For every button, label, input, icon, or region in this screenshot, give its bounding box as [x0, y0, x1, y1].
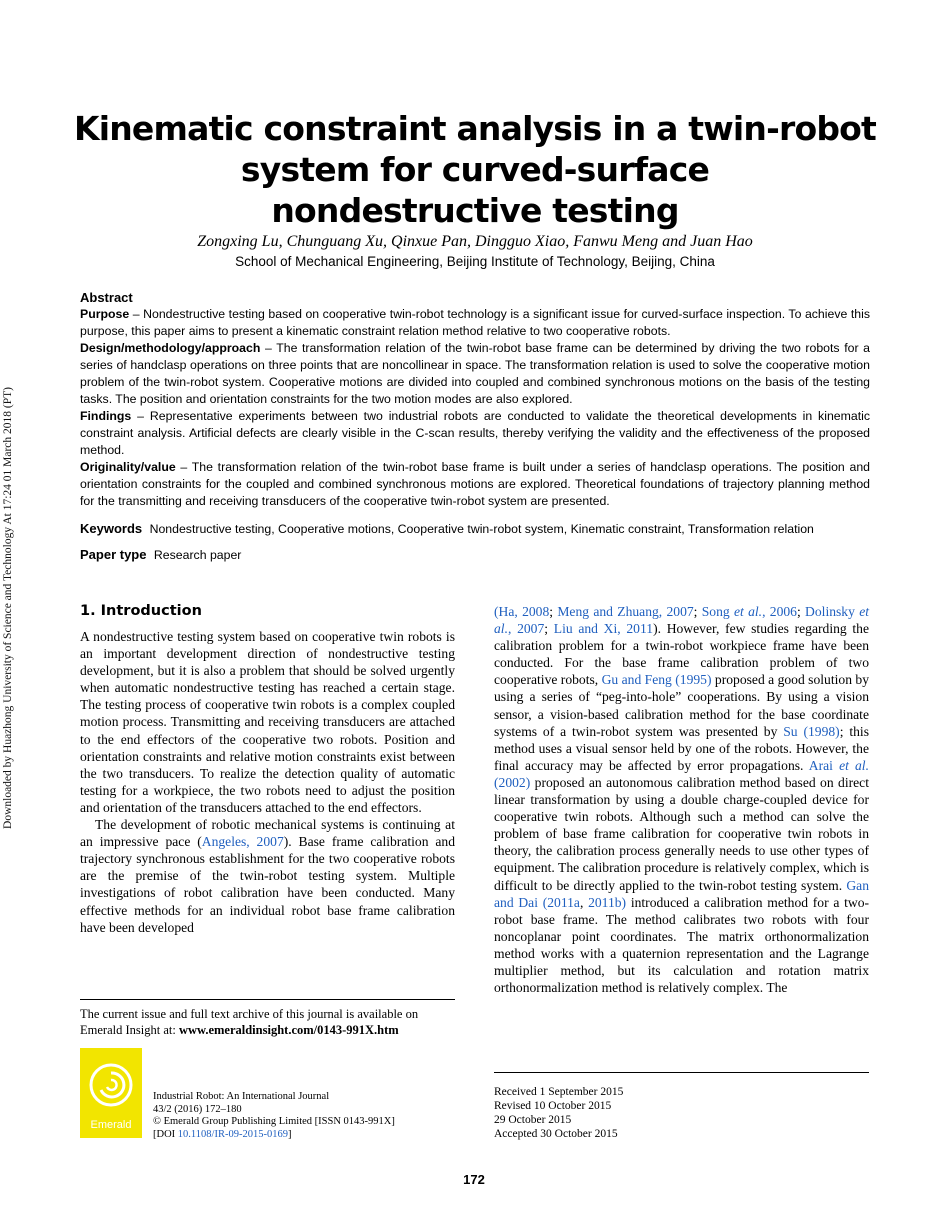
text-run: introduced a calibration method for a two-robot base frame. The method calibrates two robots with four noncoplanar point coordinates. The matrix orthonormalization method works with a quaternion representation and the Lagrange multiplier method, but its calculation and rotation matrix orthonormalization method is relatively complex. The: [494, 894, 870, 996]
received-dates: [494, 1085, 623, 1141]
abstract-originality: [80, 459, 870, 510]
keywords-text: Nondestructive testing, Cooperative motions, Cooperative twin-robot system, Kinematic constraint, Transformation relation: [149, 522, 814, 536]
section-heading-introduction: 1. Introduction: [80, 603, 202, 619]
abstract-design: [80, 340, 870, 408]
doi-link[interactable]: 10.1108/IR-09-2015-0169: [177, 1128, 288, 1140]
date-accepted: Accepted 30 October 2015: [494, 1128, 618, 1140]
journal-name: Industrial Robot: An International Journal: [153, 1091, 330, 1102]
date-revised: Revised 10 October 2015: [494, 1100, 612, 1112]
text-run: Arai: [808, 757, 840, 773]
abstract: [80, 289, 870, 510]
text-run: ;: [549, 604, 558, 619]
abstract-label: Findings: [80, 409, 132, 423]
abstract-findings: [80, 408, 870, 459]
abstract-label: Design/methodology/approach: [80, 341, 261, 355]
intro-paragraph-continued: [494, 603, 869, 996]
text-run: proposed a good solution by using a series of “peg-into-hole” cooperations. By using a vision sensor, a vision-based calibration method for the base coordinate systems of a twin-robot system was presented by: [494, 672, 869, 739]
text-run: Dolinsky: [805, 604, 860, 619]
date-revised-2: 29 October 2015: [494, 1114, 572, 1126]
journal-doi: [153, 1129, 395, 1142]
citation-link[interactable]: Angeles, 2007: [201, 834, 284, 850]
journal-publisher: © Emerald Group Publishing Limited [ISSN 0143-991X]: [153, 1116, 395, 1127]
text-run: et al.: [494, 604, 869, 637]
text-run: ; this method uses a visual sensor held by one of the robots. However, the final accuracy may be affected by error propagations.: [494, 723, 869, 773]
title-line-1: Kinematic constraint analysis in a twin-robot: [73, 109, 877, 148]
text-run: ;: [796, 604, 806, 619]
text-run: ). However, few studies regarding the calibration problem for a twin-robot workpiece frame have been conducted. For the base frame calibration problem of two cooperative robots,: [494, 621, 870, 688]
text-run: The development of robotic mechanical systems is continuing at an impressive pace (: [80, 817, 455, 850]
text-run: ). Base frame calibration and trajectory synchronous establishment for the two cooperative robots are the premise of the twin-robot testing system. Multiple investigations of robot calibration have been conducted. Many effective methods for an individual robot base frame calibration have been developed: [80, 834, 455, 935]
intro-paragraph-2: [80, 816, 455, 936]
text-run: [DOI: [153, 1128, 178, 1140]
authors: Zongxing Lu, Chunguang Xu, Qinxue Pan, Dingguo Xiao, Fanwu Meng and Juan Hao: [197, 233, 753, 250]
abstract-text: – Nondestructive testing based on cooperative twin-robot technology is a significant issue for curved-surface inspection. To achieve this purpose, this paper aims to present a kinematic constraint relation method relative to two cooperative robots.: [80, 307, 870, 338]
text-run: proposed an autonomous calibration method based on direct linear transformation by using a double charge-coupled device for cooperative twin robots. Although such a method can solve the problem of base frame calibration for cooperative twin robots in theory, the calibration process generally needs to use other types of equipment. The calibration procedure is relatively complex, which is difficult to be directly applied to the twin-robot testing system.: [494, 774, 869, 893]
abstract-purpose: [80, 306, 870, 340]
citation-link[interactable]: 2011b): [588, 894, 627, 910]
abstract-text: – Representative experiments between two industrial robots are conducted to validate the theoretical developments in kinematic constraint analysis. Artificial defects are clearly visible in the C-scan results, thereby verifying the validity and the effectiveness of the proposed method.: [80, 409, 870, 457]
text-run: , 2006: [762, 604, 797, 619]
abstract-label: Originality/value: [80, 460, 176, 474]
paper-type: [80, 547, 880, 562]
citation-link[interactable]: Gan and Dai (2011a: [494, 877, 869, 910]
text-run: et al.: [734, 604, 763, 619]
citation-link[interactable]: Su (1998): [783, 723, 840, 739]
download-note: Downloaded by Huazhong University of Science and Technology At 17:24 01 March 2018 (PT): [2, 387, 14, 829]
intro-column-left: [80, 628, 455, 936]
text-run: (: [494, 604, 499, 619]
date-received: Received 1 September 2015: [494, 1086, 624, 1098]
text-run: (2002): [494, 774, 531, 790]
text-run: ,: [579, 894, 589, 910]
archive-note: [80, 1006, 460, 1038]
keywords-label: Keywords: [80, 521, 143, 536]
journal-volume: 43/2 (2016) 172–180: [153, 1103, 242, 1115]
paper-type-text: Research paper: [153, 548, 242, 562]
abstract-heading: Abstract: [80, 290, 133, 305]
intro-column-right: [494, 603, 869, 996]
citation-link[interactable]: Gu and Feng (1995): [601, 672, 712, 688]
citation-link[interactable]: [702, 604, 797, 619]
text-run: Song: [701, 604, 734, 619]
archive-url[interactable]: www.emeraldinsight.com/0143-991X.htm: [178, 1023, 399, 1037]
dates-divider: [494, 1072, 869, 1073]
citation-link[interactable]: Ha, 2008: [498, 604, 550, 619]
footnote-divider: [80, 999, 455, 1000]
title-line-2: system for curved-surface: [240, 150, 710, 189]
emerald-swirl-icon: [88, 1062, 134, 1108]
logo-word: Emerald: [90, 1119, 132, 1131]
citation-link[interactable]: Meng and Zhuang, 2007: [557, 604, 694, 619]
keywords: [80, 521, 880, 536]
paper-title: [60, 108, 890, 231]
text-run: ;: [693, 604, 702, 619]
affiliation: School of Mechanical Engineering, Beijing Institute of Technology, Beijing, China: [235, 254, 715, 269]
abstract-text: – The transformation relation of the twin-robot base frame is built under a series of handclasp operations. The position and orientation constraints for the coupled and combined synchronous motions are explored. Theoretical foundations of trajectory planning method for the transmitting and receiving transducers of the cooperative twin-robot system are presented.: [80, 460, 870, 508]
journal-info: [153, 1091, 395, 1141]
paper-type-label: Paper type: [80, 547, 147, 562]
abstract-text: – The transformation relation of the twin-robot base frame can be determined by driving the two robots for a series of handclasp operations on three points that are noncollinear in space. The transformation relation is used to solve the cooperative motion problem of the twin-robot system. Cooperative motions are divided into coupled and combined synchronous motions on the basis of the testing tasks. The position and orientation constraints for the two motion modes are also explored.: [80, 341, 870, 406]
text-run: ;: [544, 621, 554, 637]
abstract-label: Purpose: [80, 307, 130, 321]
citation-link[interactable]: Liu and Xi, 2011: [553, 621, 654, 637]
text-run: , 2007: [507, 621, 545, 637]
text-run: ]: [287, 1128, 292, 1140]
intro-paragraph-1: A nondestructive testing system based on cooperative twin robots is an important development direction of nondestructive testing development, but it is also a problem that should be solved urgently when automatic nondestructive testing has reached a certain stage. The testing process of cooperative twin robots is a complex coupled motion process. Transmitting and receiving transducers are attached to the end effectors of the cooperative two robots. Position and orientation constraints and relative motion constraints exist between the two transducers. To realize the detection quality of automatic testing for a workpiece, the two robots need to adjust the position and orientation of the transducers attached to the end effectors.: [80, 629, 455, 815]
text-run: et al.: [839, 757, 869, 773]
emerald-logo: [80, 1048, 142, 1138]
page-number: 172: [463, 1172, 485, 1187]
title-line-3: nondestructive testing: [271, 191, 679, 230]
archive-text: The current issue and full text archive of this journal is available on Emerald Insight at:: [80, 1007, 419, 1037]
